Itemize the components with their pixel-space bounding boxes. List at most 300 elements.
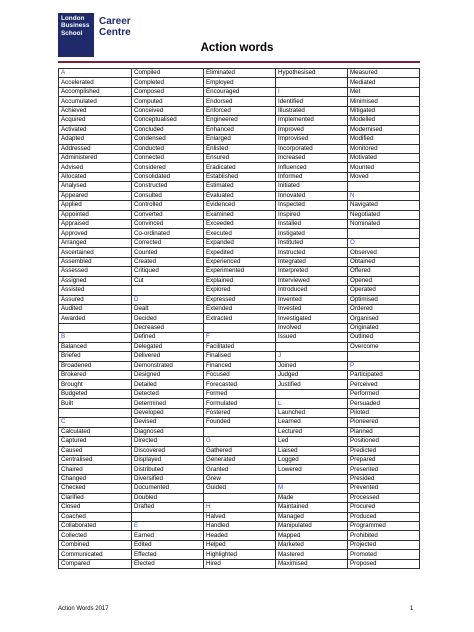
word-cell: Maintained	[276, 503, 348, 512]
word-cell: Applied	[59, 201, 132, 210]
word-cell: Addressed	[59, 144, 132, 153]
word-cell: Moved	[348, 172, 420, 181]
word-cell: Designed	[132, 371, 204, 380]
word-cell: Determined	[132, 399, 204, 408]
word-cell: Influenced	[276, 163, 348, 172]
word-cell: Lowered	[276, 465, 348, 474]
word-cell: Participated	[348, 371, 420, 380]
word-cell: Diagnosed	[132, 427, 204, 436]
word-cell: Proposed	[348, 559, 420, 568]
word-cell: Accumulated	[59, 97, 132, 106]
word-cell: Assessed	[59, 267, 132, 276]
word-cell: Formed	[204, 389, 276, 398]
table-row	[59, 352, 420, 361]
word-cell: Increased	[276, 153, 348, 162]
word-cell: Nominated	[348, 220, 420, 229]
word-cell: Enhanced	[204, 125, 276, 134]
word-cell: Planned	[348, 427, 420, 436]
word-cell: Interviewed	[276, 276, 348, 285]
word-cell: Accelerated	[59, 78, 132, 87]
table-row	[59, 87, 420, 96]
word-cell: Manipulated	[276, 522, 348, 531]
table-row	[59, 248, 420, 257]
table-row	[59, 153, 420, 162]
word-cell: Established	[204, 172, 276, 181]
word-cell: Conceived	[132, 106, 204, 115]
letter-heading-cell: I	[276, 87, 348, 96]
word-cell: Connected	[132, 153, 204, 162]
word-cell: Dealt	[132, 304, 204, 313]
word-cell: Delegated	[132, 342, 204, 351]
word-cell: Critiqued	[132, 267, 204, 276]
table-row	[59, 172, 420, 181]
word-cell: Considered	[132, 163, 204, 172]
table-row	[59, 220, 420, 229]
word-cell: Appointed	[59, 210, 132, 219]
word-cell: Eliminated	[204, 69, 276, 78]
table-row	[59, 380, 420, 389]
table-row	[59, 116, 420, 125]
word-cell: Decided	[132, 314, 204, 323]
word-cell: Invented	[276, 295, 348, 304]
table-row	[59, 267, 420, 276]
word-cell: Expedited	[204, 248, 276, 257]
word-cell: Optimised	[348, 295, 420, 304]
word-cell: Examined	[204, 210, 276, 219]
table-row	[59, 97, 420, 106]
word-cell: Offered	[348, 267, 420, 276]
word-cell: Achieved	[59, 106, 132, 115]
word-cell	[204, 493, 276, 502]
table-row	[59, 295, 420, 304]
word-cell: Mapped	[276, 531, 348, 540]
word-cell: Appraised	[59, 220, 132, 229]
word-cell: Audited	[59, 304, 132, 313]
word-cell: Informed	[276, 172, 348, 181]
word-cell: Created	[132, 257, 204, 266]
word-cell	[348, 352, 420, 361]
word-cell: Eradicated	[204, 163, 276, 172]
word-cell: Conceptualised	[132, 116, 204, 125]
action-words-body	[59, 69, 420, 569]
word-cell: Drafted	[132, 503, 204, 512]
table-row	[59, 257, 420, 266]
word-cell: Advised	[59, 163, 132, 172]
brand-line-1: Career	[99, 16, 131, 27]
word-cell: Controlled	[132, 201, 204, 210]
letter-heading-cell: L	[276, 399, 348, 408]
word-cell: Persuaded	[348, 399, 420, 408]
word-cell: Negotiated	[348, 210, 420, 219]
table-row	[59, 550, 420, 559]
letter-heading-cell: C	[59, 418, 132, 427]
word-cell: Corrected	[132, 238, 204, 247]
table-row	[59, 69, 420, 78]
word-cell: Helped	[204, 540, 276, 549]
word-cell: Modelled	[348, 116, 420, 125]
word-cell: Evaluated	[204, 191, 276, 200]
word-cell: Condensed	[132, 135, 204, 144]
word-cell	[132, 286, 204, 295]
word-cell	[59, 408, 132, 417]
word-cell: Maximised	[276, 559, 348, 568]
word-cell: Hired	[204, 559, 276, 568]
word-cell: Discovered	[132, 446, 204, 455]
table-row	[59, 512, 420, 521]
word-cell: Minimised	[348, 97, 420, 106]
table-row	[59, 304, 420, 313]
word-cell: Consolidated	[132, 172, 204, 181]
word-cell: Liaised	[276, 446, 348, 455]
word-cell: Clarified	[59, 493, 132, 502]
word-cell: Decreased	[132, 323, 204, 332]
word-cell	[276, 474, 348, 483]
word-cell: Collected	[59, 531, 132, 540]
word-cell: Led	[276, 437, 348, 446]
word-cell: Acquired	[59, 116, 132, 125]
word-cell: Modified	[348, 135, 420, 144]
word-cell: Converted	[132, 210, 204, 219]
word-cell: Appeared	[59, 191, 132, 200]
word-cell: Investigated	[276, 314, 348, 323]
word-cell: Presented	[348, 465, 420, 474]
word-cell: Experimented	[204, 267, 276, 276]
word-cell: Arranged	[59, 238, 132, 247]
word-cell: Developed	[132, 408, 204, 417]
table-row	[59, 408, 420, 417]
word-cell	[132, 512, 204, 521]
word-cell: Allocated	[59, 172, 132, 181]
word-cell: Instituted	[276, 238, 348, 247]
word-cell: Promoted	[348, 550, 420, 559]
word-cell: Assembled	[59, 257, 132, 266]
letter-heading-cell: O	[348, 238, 420, 247]
word-cell: Adapted	[59, 135, 132, 144]
word-cell: Piloted	[348, 408, 420, 417]
word-cell: Coached	[59, 512, 132, 521]
action-words-table	[58, 68, 420, 569]
word-cell: Elected	[132, 559, 204, 568]
word-cell: Enforced	[204, 106, 276, 115]
word-cell: Presided	[348, 474, 420, 483]
word-cell: Involved	[276, 323, 348, 332]
table-row	[59, 144, 420, 153]
word-cell: Formulated	[204, 399, 276, 408]
word-cell: Perceived	[348, 380, 420, 389]
table-row	[59, 78, 420, 87]
word-cell	[204, 427, 276, 436]
word-cell: Met	[348, 87, 420, 96]
word-cell: Consulted	[132, 191, 204, 200]
word-cell: Improvised	[276, 135, 348, 144]
word-cell: Founded	[204, 418, 276, 427]
word-cell: Edited	[132, 540, 204, 549]
word-cell: Expressed	[204, 295, 276, 304]
word-cell: Administered	[59, 153, 132, 162]
word-cell: Ordered	[348, 304, 420, 313]
word-cell: Captured	[59, 437, 132, 446]
word-cell: Directed	[132, 437, 204, 446]
word-cell	[348, 182, 420, 191]
letter-heading-cell: H	[204, 503, 276, 512]
word-cell: Mastered	[276, 550, 348, 559]
brand-line-2: Centre	[99, 27, 131, 38]
table-row	[59, 210, 420, 219]
word-cell: Constructed	[132, 182, 204, 191]
word-cell: Launched	[276, 408, 348, 417]
word-cell: Predicted	[348, 446, 420, 455]
word-cell: Modernised	[348, 125, 420, 134]
word-cell	[276, 389, 348, 398]
word-cell: Highlighted	[204, 550, 276, 559]
word-cell: Exceeded	[204, 220, 276, 229]
word-cell: Facilitated	[204, 342, 276, 351]
word-cell: Opened	[348, 276, 420, 285]
word-cell: Encouraged	[204, 87, 276, 96]
word-cell: Pioneered	[348, 418, 420, 427]
word-cell: Motivated	[348, 153, 420, 162]
footer-document-name: Action Words 2017	[58, 606, 109, 612]
word-cell: Concluded	[132, 125, 204, 134]
word-cell: Instructed	[276, 248, 348, 257]
logo-line-2: Business	[61, 22, 90, 30]
table-row	[59, 389, 420, 398]
word-cell: Assisted	[59, 286, 132, 295]
word-cell: Explained	[204, 276, 276, 285]
table-row	[59, 342, 420, 351]
word-cell: Diversified	[132, 474, 204, 483]
word-cell: Lectured	[276, 427, 348, 436]
word-cell: Programmed	[348, 522, 420, 531]
word-cell: Engineered	[204, 116, 276, 125]
word-cell: Marketed	[276, 540, 348, 549]
table-row	[59, 125, 420, 134]
table-row	[59, 238, 420, 247]
table-row	[59, 163, 420, 172]
word-cell: Approved	[59, 229, 132, 238]
word-cell	[348, 229, 420, 238]
word-cell: Finalised	[204, 352, 276, 361]
word-cell: Identified	[276, 97, 348, 106]
word-cell: Generated	[204, 455, 276, 464]
word-cell: Doubled	[132, 493, 204, 502]
word-cell: Gathered	[204, 446, 276, 455]
word-cell: Experienced	[204, 257, 276, 266]
word-cell: Organised	[348, 314, 420, 323]
word-cell: Counted	[132, 248, 204, 257]
table-row	[59, 399, 420, 408]
table-row	[59, 455, 420, 464]
word-cell: Extended	[204, 304, 276, 313]
table-row	[59, 446, 420, 455]
word-cell: Compiled	[132, 69, 204, 78]
word-cell: Improved	[276, 125, 348, 134]
letter-heading-cell: F	[204, 333, 276, 342]
word-cell: Grew	[204, 474, 276, 483]
table-row	[59, 427, 420, 436]
word-cell: Made	[276, 493, 348, 502]
word-cell: Effected	[132, 550, 204, 559]
title-divider	[58, 61, 420, 63]
word-cell: Positioned	[348, 437, 420, 446]
table-row	[59, 437, 420, 446]
word-cell: Installed	[276, 220, 348, 229]
table-row	[59, 314, 420, 323]
page-title: Action words	[200, 42, 274, 54]
table-row	[59, 323, 420, 332]
word-cell: Conducted	[132, 144, 204, 153]
word-cell: Implemented	[276, 116, 348, 125]
table-row	[59, 503, 420, 512]
word-cell	[59, 323, 132, 332]
table-row	[59, 540, 420, 549]
word-cell: Overcome	[348, 342, 420, 351]
word-cell: Employed	[204, 78, 276, 87]
word-cell: Centralised	[59, 455, 132, 464]
word-cell	[276, 342, 348, 351]
word-cell: Invested	[276, 304, 348, 313]
table-row	[59, 106, 420, 115]
table-row	[59, 559, 420, 568]
letter-heading-cell: P	[348, 361, 420, 370]
word-cell: Composed	[132, 87, 204, 96]
word-cell: Ascertained	[59, 248, 132, 257]
table-row	[59, 333, 420, 342]
word-cell: Displayed	[132, 455, 204, 464]
word-cell: Expanded	[204, 238, 276, 247]
word-cell: Activated	[59, 125, 132, 134]
word-cell: Demonstrated	[132, 361, 204, 370]
word-cell: Detailed	[132, 380, 204, 389]
word-cell: Logged	[276, 455, 348, 464]
table-row	[59, 361, 420, 370]
word-cell: Explored	[204, 286, 276, 295]
word-cell: Brokered	[59, 371, 132, 380]
word-cell: Briefed	[59, 352, 132, 361]
word-cell: Projected	[348, 540, 420, 549]
word-cell: Compared	[59, 559, 132, 568]
table-row	[59, 531, 420, 540]
word-cell: Awarded	[59, 314, 132, 323]
word-cell: Completed	[132, 78, 204, 87]
word-cell: Judged	[276, 371, 348, 380]
word-cell: Prevented	[348, 484, 420, 493]
word-cell: Combined	[59, 540, 132, 549]
word-cell: Evidenced	[204, 201, 276, 210]
letter-heading-cell: A	[59, 69, 132, 78]
word-cell: Learned	[276, 418, 348, 427]
logo-line-1: London	[61, 15, 85, 22]
word-cell: Chaired	[59, 465, 132, 474]
word-cell: Balanced	[59, 342, 132, 351]
word-cell: Ensured	[204, 153, 276, 162]
word-cell: Inspired	[276, 210, 348, 219]
word-cell: Operated	[348, 286, 420, 295]
word-cell: Cut	[132, 276, 204, 285]
word-cell: Innovated	[276, 191, 348, 200]
word-cell: Performed	[348, 389, 420, 398]
word-cell: Checked	[59, 484, 132, 493]
table-row	[59, 474, 420, 483]
word-cell: Closed	[59, 503, 132, 512]
word-cell: Executed	[204, 229, 276, 238]
word-cell: Guided	[204, 484, 276, 493]
word-cell: Broadened	[59, 361, 132, 370]
table-row	[59, 276, 420, 285]
word-cell: Instigated	[276, 229, 348, 238]
word-cell: Changed	[59, 474, 132, 483]
word-cell: Introduced	[276, 286, 348, 295]
word-cell: Calculated	[59, 427, 132, 436]
word-cell: Endorsed	[204, 97, 276, 106]
word-cell: Computed	[132, 97, 204, 106]
word-cell: Financed	[204, 361, 276, 370]
word-cell: Detected	[132, 389, 204, 398]
word-cell: Handled	[204, 522, 276, 531]
word-cell: Outlined	[348, 333, 420, 342]
table-row	[59, 465, 420, 474]
table-row	[59, 371, 420, 380]
word-cell: Illustrated	[276, 106, 348, 115]
word-cell: Granted	[204, 465, 276, 474]
word-cell: Integrated	[276, 257, 348, 266]
word-cell: Managed	[276, 512, 348, 521]
word-cell: Processed	[348, 493, 420, 502]
word-cell	[204, 323, 276, 332]
word-cell: Co-ordinated	[132, 229, 204, 238]
word-cell: Devised	[132, 418, 204, 427]
word-cell: Halved	[204, 512, 276, 521]
word-cell: Extracted	[204, 314, 276, 323]
word-cell: Communicated	[59, 550, 132, 559]
word-cell: Enlarged	[204, 135, 276, 144]
word-cell: Brought	[59, 380, 132, 389]
word-cell: Analysed	[59, 182, 132, 191]
word-cell: Caused	[59, 446, 132, 455]
letter-heading-cell: B	[59, 333, 132, 342]
letter-heading-cell: M	[276, 484, 348, 493]
word-cell: Headed	[204, 531, 276, 540]
word-cell: Fostered	[204, 408, 276, 417]
word-cell: Produced	[348, 512, 420, 521]
table-row	[59, 201, 420, 210]
word-cell: Built	[59, 399, 132, 408]
word-cell: Monitored	[348, 144, 420, 153]
table-row	[59, 229, 420, 238]
letter-heading-cell: G	[204, 437, 276, 446]
word-cell: Focused	[204, 371, 276, 380]
table-row	[59, 182, 420, 191]
word-cell: Earned	[132, 531, 204, 540]
word-cell: Collaborated	[59, 522, 132, 531]
table-row	[59, 418, 420, 427]
career-centre-label	[99, 16, 131, 38]
table-row	[59, 493, 420, 502]
word-cell: Hypothesised	[276, 69, 348, 78]
word-cell: Procured	[348, 503, 420, 512]
word-cell: Defined	[132, 333, 204, 342]
word-cell: Joined	[276, 361, 348, 370]
word-cell: Estimated	[204, 182, 276, 191]
word-cell: Mediated	[348, 78, 420, 87]
table-row	[59, 191, 420, 200]
table-row	[59, 522, 420, 531]
word-cell: Interpreted	[276, 267, 348, 276]
word-cell: Delivered	[132, 352, 204, 361]
footer-page-number: 1	[410, 606, 414, 612]
word-cell: Navigated	[348, 201, 420, 210]
word-cell: Obtained	[348, 257, 420, 266]
